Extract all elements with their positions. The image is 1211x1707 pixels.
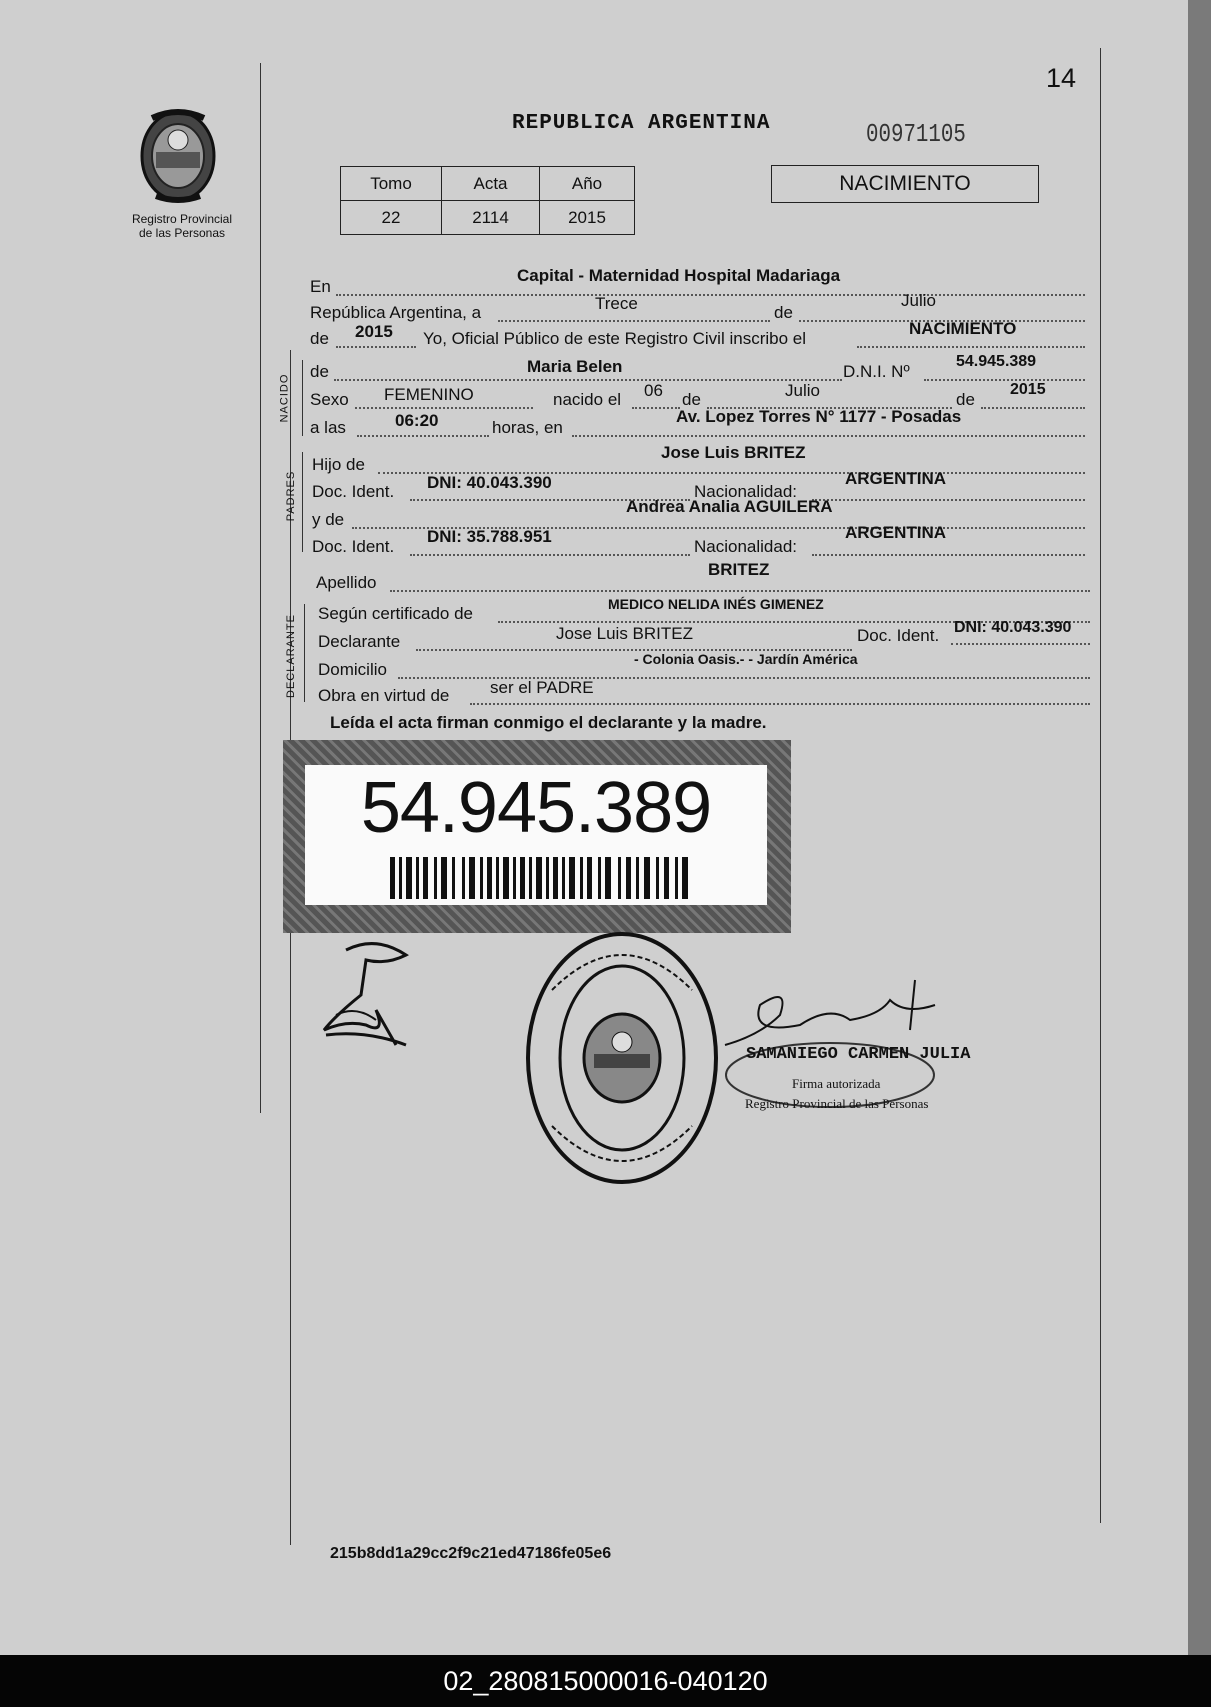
mother-doc-label: Doc. Ident.: [312, 537, 395, 556]
birth-year-value: 2015: [1010, 381, 1046, 398]
official-office: Registro Provincial de las Personas: [745, 1096, 929, 1111]
serial-number: 00971105: [866, 119, 966, 149]
surname-value: BRITEZ: [708, 560, 770, 579]
father-nat-label: Nacionalidad:: [694, 482, 798, 501]
father-label: Hijo de: [312, 455, 365, 474]
document-hash: 215b8dd1a29cc2f9c21ed47186fe05e6: [330, 1545, 612, 1562]
child-dni-value: 54.945.389: [956, 353, 1037, 370]
parent-signature: [316, 935, 420, 1055]
right-margin-line: [1100, 48, 1101, 1523]
dotted-line: [334, 379, 842, 381]
born-de1-label: de: [682, 390, 701, 409]
section-bracket: [302, 360, 303, 436]
mother-nationality-value: ARGENTINA: [845, 523, 947, 542]
dni-sticker-number: 54.945.389: [360, 768, 712, 848]
section-bracket: [302, 452, 303, 552]
dotted-line: [572, 435, 1085, 437]
page-edge: [1188, 0, 1211, 1655]
born-de2-label: de: [956, 390, 975, 409]
registry-label-line2: de las Personas: [138, 226, 226, 240]
volume-header-tomo: Tomo: [341, 167, 442, 201]
section-bracket: [304, 604, 305, 702]
sex-label: Sexo: [310, 390, 349, 409]
dotted-line: [336, 346, 416, 348]
child-de-label: de: [310, 362, 329, 381]
volume-value-ano: 2015: [540, 201, 635, 235]
month-value: Julio: [901, 291, 936, 310]
dotted-line: [470, 703, 1090, 705]
misiones-crest-icon: [128, 104, 228, 204]
at-label: a las: [310, 418, 346, 437]
barcode-icon: [390, 857, 690, 899]
registry-label: [112, 212, 252, 240]
volume-value-tomo: 22: [341, 201, 442, 235]
father-name-value: Jose Luis BRITEZ: [661, 443, 806, 462]
birth-address-value: Av. Lopez Torres N° 1177 - Posadas: [676, 407, 962, 426]
dotted-line: [410, 554, 690, 556]
cert-label: Según certificado de: [318, 604, 473, 623]
year-prefix: de: [310, 329, 329, 348]
record-type-box: NACIMIENTO: [771, 165, 1039, 203]
dotted-line: [857, 346, 1085, 348]
date-prefix: República Argentina, a: [310, 303, 482, 322]
scan-footer: 02_280815000016-040120: [0, 1655, 1211, 1707]
dotted-line: [355, 407, 533, 409]
year-line-text: Yo, Oficial Público de este Registro Civil inscribo el: [423, 329, 806, 348]
left-margin-line: [260, 63, 261, 1113]
form-margin-line: [290, 350, 291, 1545]
mother-doc-value: DNI: 35.788.951: [427, 527, 552, 546]
registry-seal: [522, 930, 722, 1186]
act-value: NACIMIENTO: [909, 319, 1017, 338]
mother-label: y de: [312, 510, 345, 529]
child-name-value: Maria Belen: [527, 357, 623, 376]
dotted-line: [357, 435, 489, 437]
day-value: Trece: [595, 294, 638, 313]
mother-nat-label: Nacionalidad:: [694, 537, 798, 556]
dotted-line: [812, 499, 1085, 501]
official-name: SAMANIEGO CARMEN JULIA: [746, 1045, 971, 1064]
birth-day-value: 06: [644, 381, 663, 400]
virtue-value: ser el PADRE: [490, 678, 594, 697]
dni-sticker: [283, 740, 791, 933]
section-label-declarante: DECLARANTE: [284, 614, 297, 698]
section-label-nacido: NACIDO: [278, 373, 291, 423]
mother-name-value: Andrea Analia AGUILERA: [626, 497, 833, 516]
section-label-padres: PADRES: [285, 470, 298, 522]
document-title: REPUBLICA ARGENTINA: [512, 112, 771, 135]
dotted-line: [498, 320, 770, 322]
volume-table: [340, 166, 635, 235]
declarant-name-value: Jose Luis BRITEZ: [556, 624, 693, 643]
volume-value-acta: 2114: [442, 201, 540, 235]
hours-label: horas, en: [492, 418, 563, 437]
dotted-line: [390, 590, 1090, 592]
address-label: Domicilio: [318, 660, 387, 679]
dotted-line: [924, 379, 1085, 381]
dni-label: D.N.I. Nº: [843, 362, 910, 381]
surname-label: Apellido: [316, 573, 377, 592]
year-value: 2015: [355, 322, 393, 341]
declarant-doc-label: Doc. Ident.: [857, 626, 940, 645]
address-value: - Colonia Oasis.- - Jardín América: [634, 651, 858, 667]
father-nationality-value: ARGENTINA: [845, 469, 947, 488]
registry-label-line1: Registro Provincial: [131, 212, 233, 226]
dotted-line: [336, 294, 1085, 296]
father-doc-value: DNI: 40.043.390: [427, 473, 552, 492]
father-doc-label: Doc. Ident.: [312, 482, 395, 501]
virtue-label: Obra en virtud de: [318, 686, 450, 705]
dotted-line: [951, 643, 1090, 645]
page-number: 14: [1046, 63, 1077, 93]
dotted-line: [981, 407, 1085, 409]
dni-sticker-label: [305, 765, 767, 905]
cert-value: MEDICO NELIDA INÉS GIMENEZ: [608, 596, 824, 612]
volume-header-ano: Año: [540, 167, 635, 201]
date-de: de: [774, 303, 793, 322]
declarant-label: Declarante: [318, 632, 401, 651]
birth-month-value: Julio: [785, 381, 820, 400]
closing-statement: Leída el acta firman conmigo el declarante y la madre.: [330, 713, 767, 732]
birth-time-value: 06:20: [395, 411, 439, 430]
dotted-line: [812, 554, 1085, 556]
dotted-line: [632, 407, 680, 409]
birth-place-value: Capital - Maternidad Hospital Madariaga: [517, 266, 841, 285]
place-prefix: En: [310, 277, 331, 296]
official-role: Firma autorizada: [792, 1076, 881, 1091]
declarant-doc-value: DNI: 40.043.390: [954, 619, 1072, 636]
sex-value: FEMENINO: [384, 385, 474, 404]
born-label: nacido el: [553, 390, 622, 409]
volume-header-acta: Acta: [442, 167, 540, 201]
